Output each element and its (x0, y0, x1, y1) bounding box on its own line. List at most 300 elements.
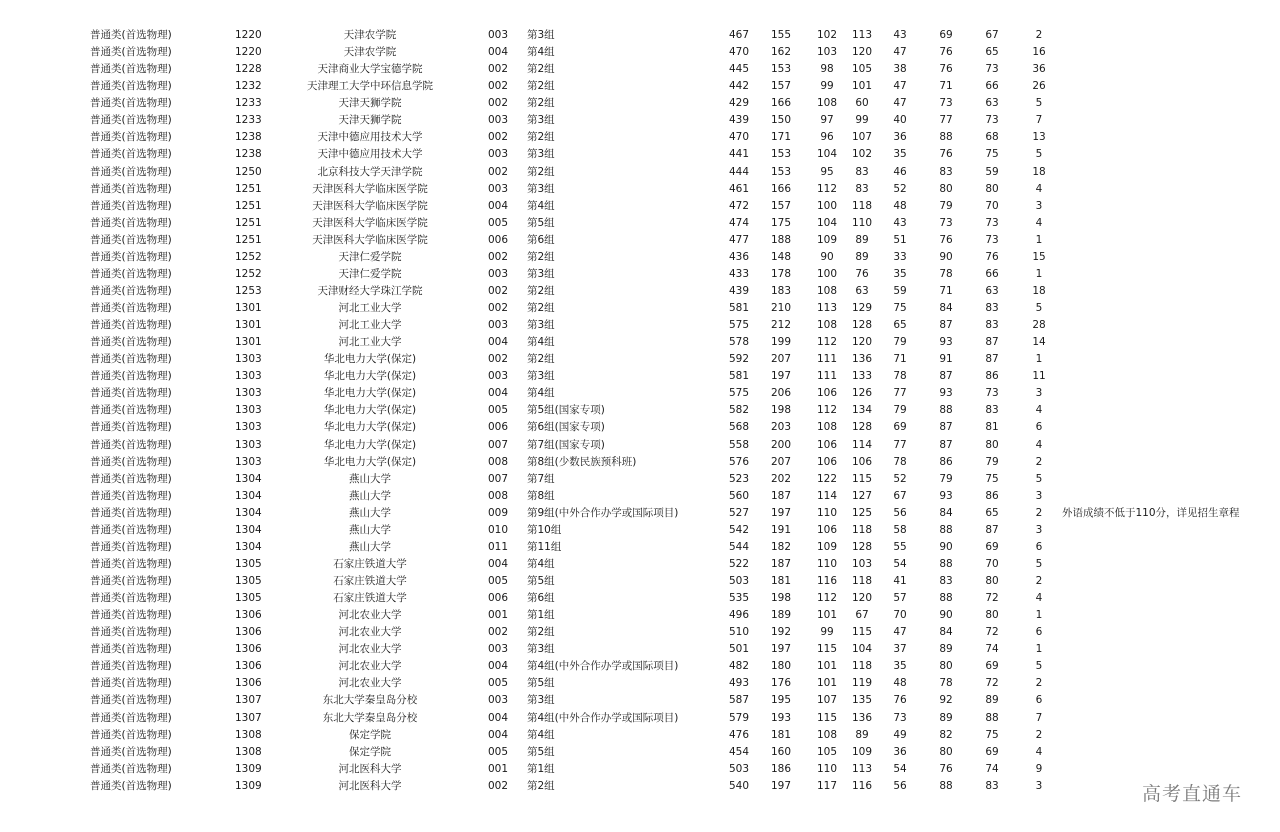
score-cell-2: 199 (770, 336, 792, 349)
score-cell-8: 1 (1035, 267, 1043, 280)
group-name-cell: 第5组 (527, 575, 555, 587)
score-cell-7: 73 (985, 216, 999, 229)
score-cell-4: 102 (851, 148, 873, 161)
score-cell-8: 16 (1032, 46, 1046, 59)
score-cell-6: 87 (939, 319, 953, 332)
score-cell-3: 110 (816, 762, 838, 775)
score-cell-3: 101 (816, 677, 838, 690)
school-name-cell: 天津仁爱学院 (338, 250, 402, 263)
score-cell-8: 15 (1032, 250, 1046, 263)
school-code-cell: 1252 (235, 250, 262, 263)
group-code-cell: 004 (488, 557, 509, 570)
group-code-cell: 005 (488, 216, 509, 229)
score-cell-2: 166 (770, 97, 792, 110)
score-cell-8: 4 (1035, 182, 1043, 195)
score-cell-8: 5 (1035, 557, 1043, 570)
score-cell-2: 197 (770, 643, 792, 656)
group-code-cell: 004 (488, 199, 509, 212)
school-code-cell: 1303 (235, 387, 262, 400)
category-cell: 普通类(首选物理) (90, 455, 172, 468)
score-cell-5: 43 (893, 29, 907, 41)
score-cell-4: 135 (851, 694, 873, 707)
score-cell-7: 79 (985, 455, 999, 468)
score-cell-8: 13 (1032, 131, 1046, 144)
school-code-cell: 1238 (235, 131, 262, 144)
score-cell-4: 136 (851, 711, 873, 724)
score-cell-8: 4 (1035, 438, 1043, 451)
score-cell-2: 206 (770, 387, 792, 400)
school-name-cell: 天津医科大学临床医学院 (312, 233, 428, 246)
score-cell-7: 72 (985, 592, 999, 605)
score-cell-4: 119 (851, 677, 873, 690)
school-name-cell: 河北农业大学 (338, 626, 402, 639)
score-cell-1: 535 (728, 592, 750, 605)
score-cell-7: 87 (985, 336, 999, 349)
score-cell-7: 69 (985, 745, 999, 758)
score-cell-1: 522 (728, 557, 750, 570)
score-cell-4: 109 (851, 745, 873, 758)
score-cell-7: 63 (985, 97, 999, 110)
score-cell-2: 189 (770, 609, 792, 622)
group-code-cell: 004 (488, 660, 509, 673)
score-cell-5: 76 (893, 694, 907, 707)
score-cell-8: 2 (1035, 506, 1043, 519)
score-cell-6: 88 (939, 592, 953, 605)
score-cell-1: 501 (728, 643, 750, 656)
score-cell-7: 66 (985, 80, 999, 93)
school-name-cell: 燕山大学 (349, 489, 391, 502)
score-cell-5: 48 (893, 677, 907, 690)
school-code-cell: 1303 (235, 455, 262, 468)
score-cell-2: 180 (770, 660, 792, 673)
score-cell-5: 79 (893, 404, 907, 417)
score-cell-5: 49 (893, 728, 907, 741)
school-code-cell: 1309 (235, 762, 262, 775)
school-name-cell: 燕山大学 (349, 523, 391, 536)
category-cell: 普通类(首选物理) (90, 114, 172, 127)
score-cell-5: 35 (893, 148, 907, 161)
score-cell-1: 592 (728, 353, 750, 366)
group-name-cell: 第9组(中外合作办学或国际项目) (527, 506, 679, 519)
score-cell-3: 106 (816, 523, 838, 536)
score-cell-5: 41 (893, 575, 907, 587)
table-row (0, 539, 1280, 556)
group-code-cell: 002 (488, 284, 509, 297)
score-cell-7: 83 (985, 319, 999, 332)
group-code-cell: 002 (488, 250, 509, 263)
score-cell-1: 496 (728, 609, 750, 622)
group-code-cell: 003 (488, 148, 509, 161)
score-cell-2: 192 (770, 626, 792, 639)
school-code-cell: 1233 (235, 114, 262, 127)
school-name-cell: 天津医科大学临床医学院 (312, 199, 428, 212)
table-row (0, 522, 1280, 539)
group-name-cell: 第4组 (527, 199, 555, 212)
score-cell-3: 106 (816, 438, 838, 451)
score-cell-4: 89 (855, 728, 869, 741)
score-cell-7: 66 (985, 267, 999, 280)
score-cell-6: 88 (939, 131, 953, 144)
score-cell-4: 103 (851, 557, 873, 570)
score-cell-8: 5 (1035, 97, 1043, 110)
score-cell-5: 67 (893, 489, 907, 502)
category-cell: 普通类(首选物理) (90, 29, 172, 41)
group-name-cell: 第4组 (527, 387, 555, 400)
score-cell-8: 2 (1035, 575, 1043, 587)
score-cell-3: 103 (816, 46, 838, 59)
group-code-cell: 006 (488, 592, 509, 605)
score-cell-3: 112 (816, 404, 838, 417)
score-cell-5: 75 (893, 302, 907, 314)
score-cell-4: 125 (851, 506, 873, 519)
score-cell-1: 582 (728, 404, 750, 417)
category-cell: 普通类(首选物理) (90, 97, 172, 110)
school-name-cell: 河北农业大学 (338, 643, 402, 656)
group-name-cell: 第2组 (527, 779, 555, 792)
school-name-cell: 河北医科大学 (338, 762, 402, 775)
score-cell-1: 445 (728, 63, 750, 76)
score-cell-5: 47 (893, 46, 907, 59)
category-cell: 普通类(首选物理) (90, 131, 172, 144)
group-code-cell: 002 (488, 165, 509, 178)
score-cell-6: 71 (939, 80, 953, 93)
score-cell-3: 102 (816, 29, 838, 41)
score-cell-7: 86 (985, 370, 999, 383)
table-row (0, 283, 1280, 300)
score-cell-6: 79 (939, 199, 953, 212)
score-cell-8: 1 (1035, 609, 1043, 622)
group-code-cell: 003 (488, 267, 509, 280)
school-name-cell: 天津中德应用技术大学 (317, 131, 423, 144)
score-cell-3: 114 (816, 489, 838, 502)
score-cell-1: 493 (728, 677, 750, 690)
score-cell-6: 90 (939, 250, 953, 263)
group-name-cell: 第3组 (527, 319, 555, 332)
score-cell-3: 112 (816, 182, 838, 195)
score-cell-6: 93 (939, 387, 953, 400)
score-cell-3: 100 (816, 199, 838, 212)
score-cell-2: 181 (770, 575, 792, 587)
group-name-cell: 第2组 (527, 80, 555, 93)
category-cell: 普通类(首选物理) (90, 199, 172, 212)
score-cell-3: 117 (816, 779, 838, 792)
group-code-cell: 008 (488, 455, 509, 468)
score-cell-6: 87 (939, 438, 953, 451)
score-cell-5: 48 (893, 199, 907, 212)
score-cell-4: 63 (855, 284, 869, 297)
school-name-cell: 燕山大学 (349, 472, 391, 485)
score-cell-2: 197 (770, 506, 792, 519)
group-name-cell: 第4组 (527, 728, 555, 741)
score-cell-7: 65 (985, 506, 999, 519)
group-name-cell: 第5组 (527, 745, 555, 758)
category-cell: 普通类(首选物理) (90, 216, 172, 229)
score-cell-1: 587 (728, 694, 750, 707)
score-cell-7: 83 (985, 404, 999, 417)
school-code-cell: 1304 (235, 472, 262, 485)
table-row (0, 607, 1280, 624)
score-cell-3: 101 (816, 660, 838, 673)
score-cell-4: 101 (851, 80, 873, 93)
score-cell-7: 73 (985, 63, 999, 76)
score-cell-6: 86 (939, 455, 953, 468)
group-code-cell: 005 (488, 404, 509, 417)
school-name-cell: 河北农业大学 (338, 677, 402, 690)
category-cell: 普通类(首选物理) (90, 165, 172, 178)
note-cell: 外语成绩不低于110分，详见招生章程 (1062, 506, 1240, 519)
category-cell: 普通类(首选物理) (90, 762, 172, 775)
school-code-cell: 1251 (235, 216, 262, 229)
category-cell: 普通类(首选物理) (90, 336, 172, 349)
school-name-cell: 东北大学秦皇岛分校 (322, 694, 418, 707)
score-cell-2: 198 (770, 592, 792, 605)
group-code-cell: 005 (488, 575, 509, 587)
group-name-cell: 第5组(国家专项) (527, 404, 605, 417)
score-cell-4: 126 (851, 387, 873, 400)
score-cell-3: 98 (820, 63, 834, 76)
score-cell-8: 6 (1035, 626, 1043, 639)
school-code-cell: 1238 (235, 148, 262, 161)
score-cell-6: 78 (939, 267, 953, 280)
score-cell-4: 99 (855, 114, 869, 127)
score-cell-7: 70 (985, 557, 999, 570)
score-cell-2: 157 (770, 80, 792, 93)
score-cell-2: 187 (770, 489, 792, 502)
score-cell-2: 176 (770, 677, 792, 690)
category-cell: 普通类(首选物理) (90, 80, 172, 93)
score-cell-4: 128 (851, 421, 873, 434)
score-cell-6: 76 (939, 46, 953, 59)
school-code-cell: 1252 (235, 267, 262, 280)
school-name-cell: 河北医科大学 (338, 779, 402, 792)
school-name-cell: 河北农业大学 (338, 660, 402, 673)
score-cell-2: 182 (770, 540, 792, 553)
school-code-cell: 1301 (235, 302, 262, 314)
table-row (0, 658, 1280, 675)
score-cell-2: 162 (770, 46, 792, 59)
group-name-cell: 第3组 (527, 114, 555, 127)
score-cell-8: 18 (1032, 284, 1046, 297)
score-cell-5: 79 (893, 336, 907, 349)
group-code-cell: 004 (488, 728, 509, 741)
score-cell-3: 101 (816, 609, 838, 622)
score-cell-6: 91 (939, 353, 953, 366)
score-cell-3: 108 (816, 728, 838, 741)
score-cell-2: 187 (770, 557, 792, 570)
score-cell-8: 4 (1035, 216, 1043, 229)
group-code-cell: 006 (488, 421, 509, 434)
score-cell-2: 202 (770, 472, 792, 485)
score-cell-2: 203 (770, 421, 792, 434)
score-cell-1: 542 (728, 523, 750, 536)
category-cell: 普通类(首选物理) (90, 728, 172, 741)
group-code-cell: 001 (488, 609, 509, 622)
score-cell-5: 69 (893, 421, 907, 434)
score-cell-6: 87 (939, 370, 953, 383)
score-cell-1: 510 (728, 626, 750, 639)
score-cell-4: 114 (851, 438, 873, 451)
table-row (0, 351, 1280, 368)
score-cell-2: 197 (770, 370, 792, 383)
score-cell-1: 439 (728, 284, 750, 297)
category-cell: 普通类(首选物理) (90, 592, 172, 605)
score-cell-7: 73 (985, 387, 999, 400)
school-name-cell: 燕山大学 (349, 540, 391, 553)
score-cell-3: 115 (816, 711, 838, 724)
score-cell-2: 175 (770, 216, 792, 229)
group-code-cell: 002 (488, 779, 509, 792)
score-cell-5: 55 (893, 540, 907, 553)
score-cell-6: 88 (939, 404, 953, 417)
score-cell-4: 120 (851, 336, 873, 349)
group-name-cell: 第2组 (527, 302, 555, 314)
group-code-cell: 003 (488, 694, 509, 707)
score-cell-8: 3 (1035, 387, 1043, 400)
score-cell-3: 108 (816, 319, 838, 332)
category-cell: 普通类(首选物理) (90, 387, 172, 400)
score-cell-3: 108 (816, 97, 838, 110)
score-cell-2: 207 (770, 353, 792, 366)
score-cell-8: 2 (1035, 29, 1043, 41)
school-name-cell: 河北农业大学 (338, 609, 402, 622)
table-row (0, 505, 1280, 522)
category-cell: 普通类(首选物理) (90, 353, 172, 366)
school-code-cell: 1301 (235, 336, 262, 349)
score-cell-6: 78 (939, 677, 953, 690)
school-code-cell: 1251 (235, 233, 262, 246)
score-cell-1: 467 (728, 29, 750, 41)
group-name-cell: 第8组(少数民族预科班) (527, 455, 637, 468)
category-cell: 普通类(首选物理) (90, 148, 172, 161)
group-code-cell: 004 (488, 711, 509, 724)
score-cell-8: 6 (1035, 540, 1043, 553)
group-code-cell: 003 (488, 319, 509, 332)
school-name-cell: 天津天狮学院 (338, 97, 402, 110)
score-cell-7: 80 (985, 182, 999, 195)
score-cell-3: 105 (816, 745, 838, 758)
score-cell-6: 89 (939, 643, 953, 656)
score-cell-2: 197 (770, 779, 792, 792)
group-name-cell: 第4组 (527, 336, 555, 349)
score-cell-5: 73 (893, 711, 907, 724)
score-cell-5: 77 (893, 387, 907, 400)
group-code-cell: 003 (488, 370, 509, 383)
group-name-cell: 第6组(国家专项) (527, 421, 605, 434)
score-cell-4: 83 (855, 182, 869, 195)
score-cell-5: 40 (893, 114, 907, 127)
score-cell-5: 51 (893, 233, 907, 246)
group-name-cell: 第2组 (527, 250, 555, 263)
score-cell-4: 67 (855, 609, 869, 622)
score-cell-1: 477 (728, 233, 750, 246)
score-cell-1: 576 (728, 455, 750, 468)
school-code-cell: 1304 (235, 506, 262, 519)
category-cell: 普通类(首选物理) (90, 609, 172, 622)
score-cell-8: 7 (1035, 114, 1043, 127)
score-cell-8: 2 (1035, 728, 1043, 741)
score-cell-4: 113 (851, 762, 873, 775)
score-cell-7: 69 (985, 540, 999, 553)
score-cell-6: 80 (939, 660, 953, 673)
category-cell: 普通类(首选物理) (90, 660, 172, 673)
score-cell-5: 65 (893, 319, 907, 332)
school-name-cell: 天津医科大学临床医学院 (312, 182, 428, 195)
score-cell-1: 454 (728, 745, 750, 758)
group-name-cell: 第3组 (527, 643, 555, 656)
score-cell-5: 56 (893, 506, 907, 519)
score-cell-8: 7 (1035, 711, 1043, 724)
score-cell-7: 73 (985, 114, 999, 127)
score-cell-6: 89 (939, 711, 953, 724)
table-row (0, 215, 1280, 232)
school-code-cell: 1306 (235, 660, 262, 673)
score-cell-2: 207 (770, 455, 792, 468)
score-cell-1: 579 (728, 711, 750, 724)
group-name-cell: 第2组 (527, 626, 555, 639)
score-cell-8: 5 (1035, 302, 1043, 314)
score-cell-4: 105 (851, 63, 873, 76)
category-cell: 普通类(首选物理) (90, 233, 172, 246)
group-code-cell: 007 (488, 438, 509, 451)
group-name-cell: 第3组 (527, 148, 555, 161)
score-cell-8: 26 (1032, 80, 1046, 93)
score-cell-4: 118 (851, 199, 873, 212)
score-cell-5: 37 (893, 643, 907, 656)
score-cell-2: 157 (770, 199, 792, 212)
score-cell-2: 160 (770, 745, 792, 758)
score-cell-2: 171 (770, 131, 792, 144)
school-code-cell: 1304 (235, 540, 262, 553)
score-cell-6: 73 (939, 216, 953, 229)
score-cell-3: 95 (820, 165, 834, 178)
score-cell-4: 89 (855, 250, 869, 263)
table-row (0, 334, 1280, 351)
group-code-cell: 002 (488, 302, 509, 314)
score-cell-4: 128 (851, 540, 873, 553)
score-cell-4: 128 (851, 319, 873, 332)
score-cell-7: 73 (985, 233, 999, 246)
score-cell-1: 444 (728, 165, 750, 178)
school-name-cell: 天津农学院 (343, 29, 397, 41)
table-row (0, 27, 1280, 44)
score-cell-5: 70 (893, 609, 907, 622)
score-cell-5: 57 (893, 592, 907, 605)
category-cell: 普通类(首选物理) (90, 370, 172, 383)
table-row (0, 471, 1280, 488)
score-cell-1: 433 (728, 267, 750, 280)
score-cell-8: 4 (1035, 745, 1043, 758)
score-cell-6: 76 (939, 148, 953, 161)
score-cell-1: 581 (728, 370, 750, 383)
score-cell-5: 47 (893, 97, 907, 110)
score-cell-6: 69 (939, 29, 953, 41)
school-code-cell: 1304 (235, 489, 262, 502)
category-cell: 普通类(首选物理) (90, 643, 172, 656)
table-row (0, 181, 1280, 198)
table-row (0, 385, 1280, 402)
group-name-cell: 第8组 (527, 489, 555, 502)
score-cell-8: 36 (1032, 63, 1046, 76)
school-name-cell: 河北工业大学 (338, 302, 402, 314)
table-row (0, 368, 1280, 385)
group-name-cell: 第1组 (527, 609, 555, 622)
score-cell-6: 71 (939, 284, 953, 297)
score-cell-4: 136 (851, 353, 873, 366)
category-cell: 普通类(首选物理) (90, 523, 172, 536)
score-cell-3: 90 (820, 250, 834, 263)
score-cell-8: 2 (1035, 677, 1043, 690)
score-cell-6: 90 (939, 540, 953, 553)
